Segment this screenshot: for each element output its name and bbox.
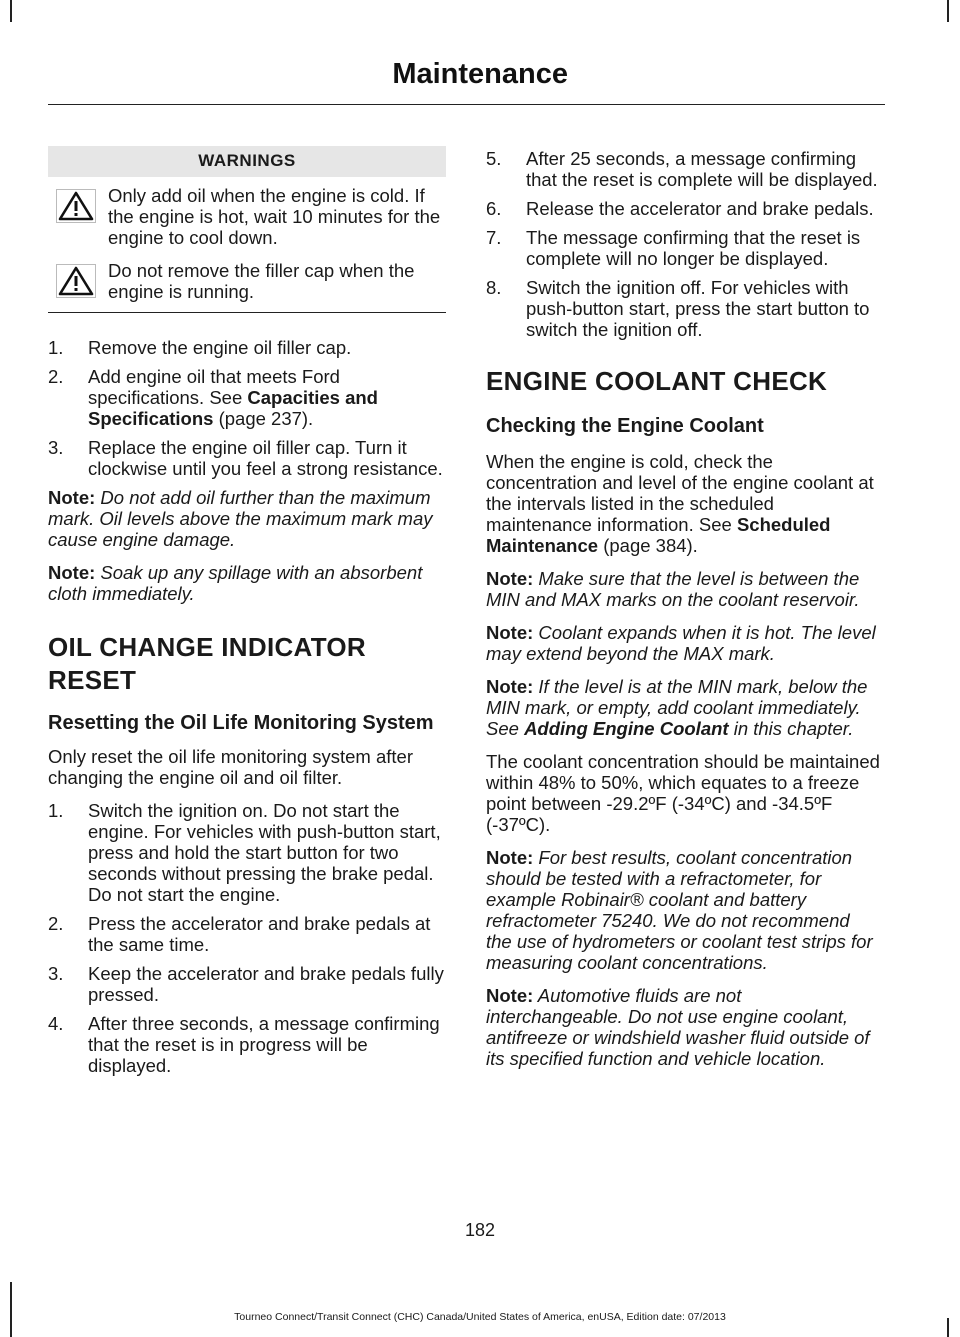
step-number: 6. <box>486 198 502 219</box>
step-text: Keep the accelerator and brake pedals fully pressed. <box>88 963 444 1005</box>
note-text: in this chapter. <box>728 718 854 739</box>
step-number: 1. <box>48 337 64 358</box>
list-item <box>486 198 880 219</box>
note <box>486 985 880 1069</box>
note-text: Do not add oil further than the maximum mark. Oil levels above the maximum mark may cause engine damage. <box>48 487 433 550</box>
list-item <box>48 437 446 479</box>
warning-triangle-icon <box>56 264 96 298</box>
section-title <box>48 632 446 696</box>
step-number: 1. <box>48 800 64 821</box>
note <box>48 487 446 550</box>
note <box>486 568 880 610</box>
note-label: Note: <box>486 985 534 1006</box>
step-number: 5. <box>486 148 502 169</box>
step-text: Remove the engine oil filler cap. <box>88 337 352 358</box>
section-title: ENGINE COOLANT CHECK <box>486 366 828 396</box>
list-item <box>48 1013 446 1076</box>
list-item <box>48 337 446 358</box>
list-item <box>48 800 446 905</box>
crop-mark-top-left <box>10 0 12 22</box>
note <box>486 676 880 739</box>
crop-mark-top-right <box>947 0 949 22</box>
step-text: Switch the ignition off. For vehicles with push-button start, press the start button to switch the ignition off. <box>526 277 870 340</box>
subsection-title: Resetting the Oil Life Monitoring System <box>48 712 434 734</box>
warnings-box <box>48 146 446 313</box>
warning-item <box>48 260 446 302</box>
note-text: Soak up any spillage with an absorbent cloth immediately. <box>48 562 423 604</box>
header-rule <box>48 104 885 105</box>
warning-triangle-icon <box>56 189 96 223</box>
intro-paragraph: Only reset the oil life monitoring system after changing the engine oil and oil filter. <box>48 746 414 788</box>
list-item <box>48 366 446 429</box>
note <box>486 622 880 664</box>
reset-steps <box>48 800 446 1076</box>
note-label: Note: <box>48 562 96 583</box>
step-text: Add engine oil that meets Ford specifications. See <box>88 366 340 408</box>
intro-paragraph <box>486 451 880 556</box>
warnings-rule <box>48 312 446 313</box>
page-reference: (page 384). <box>598 535 698 556</box>
note-label: Note: <box>486 847 534 868</box>
cross-reference-link[interactable]: Capacities and Specifications <box>88 387 378 429</box>
page-number: 182 <box>464 1220 496 1240</box>
note-label: Note: <box>486 568 534 589</box>
note-label: Note: <box>48 487 96 508</box>
cross-reference-link[interactable]: Scheduled Maintenance <box>486 514 831 556</box>
concentration-paragraph: The coolant concentration should be maintained within 48% to 50%, which equates to a freeze point between -29.2ºF (-34ºC) and -34.5ºF (-37ºC). <box>486 751 880 835</box>
cross-reference-link[interactable]: Adding Engine Coolant <box>524 718 729 739</box>
warning-text: Only add oil when the engine is cold. If the engine is hot, wait 10 minutes for the engine to cool down. <box>108 185 441 248</box>
step-number: 3. <box>48 437 64 458</box>
warnings-heading: WARNINGS <box>48 146 446 177</box>
step-number: 8. <box>486 277 502 298</box>
step-number: 7. <box>486 227 502 248</box>
warning-item <box>48 185 446 248</box>
note-label: Note: <box>486 622 534 643</box>
step-text: The message confirming that the reset is complete will no longer be displayed. <box>526 227 861 269</box>
crop-mark-bottom-left <box>10 1282 12 1337</box>
note-text: Automotive fluids are not interchangeable. Do not use engine coolant, antifreeze or windshield washer fluid outside of its specified function and vehicle location. <box>486 985 870 1069</box>
intro-text: When the engine is cold, check the concentration and level of the engine coolant at the intervals listed in the scheduled maintenance information. See <box>486 451 874 535</box>
step-text: Press the accelerator and brake pedals at the same time. <box>88 913 431 955</box>
note <box>48 562 446 604</box>
step-text: After three seconds, a message confirming that the reset is in progress will be displayed. <box>88 1013 440 1076</box>
list-item <box>48 913 446 955</box>
list-item <box>48 963 446 1005</box>
note-text: If the level is at the MIN mark, below the MIN mark, or empty, add coolant immediately. See <box>486 676 868 739</box>
left-column <box>48 146 446 1084</box>
list-item <box>486 277 880 340</box>
edition-footer: Tourneo Connect/Transit Connect (CHC) Canada/United States of America, enUSA, Edition date: 07/2013 <box>234 1311 726 1323</box>
reset-steps-continued <box>486 148 880 340</box>
step-number: 4. <box>48 1013 64 1034</box>
list-item <box>486 148 880 190</box>
section-title-line: RESET <box>48 665 137 695</box>
step-text: Switch the ignition on. Do not start the engine. For vehicles with push-button start, press and hold the start button for two seconds without pressing the brake pedal. Do not start the engine. <box>88 800 441 905</box>
warning-text: Do not remove the filler cap when the engine is running. <box>108 260 415 302</box>
step-number: 2. <box>48 366 64 387</box>
step-text: After 25 seconds, a message confirming that the reset is complete will be displayed. <box>526 148 878 190</box>
add-oil-steps <box>48 337 446 479</box>
page-header-title: Maintenance <box>392 58 568 90</box>
note <box>486 847 880 973</box>
note-label: Note: <box>486 676 534 697</box>
section-title-line: OIL CHANGE INDICATOR <box>48 632 367 662</box>
note-text: For best results, coolant concentration should be tested with a refractometer, for example Robinair® coolant and battery refractometer 75240. We do not recommend the use of hydrometers or coolant test strips for measuring coolant concentrations. <box>486 847 873 973</box>
step-number: 2. <box>48 913 64 934</box>
note-text: Coolant expands when it is hot. The level may extend beyond the MAX mark. <box>486 622 876 664</box>
note-text: Make sure that the level is between the MIN and MAX marks on the coolant reservoir. <box>486 568 860 610</box>
step-text: Replace the engine oil filler cap. Turn it clockwise until you feel a strong resistance. <box>88 437 443 479</box>
right-column <box>486 146 880 1081</box>
step-text: Release the accelerator and brake pedals. <box>526 198 874 219</box>
list-item <box>486 227 880 269</box>
subsection-title: Checking the Engine Coolant <box>486 415 764 437</box>
step-number: 3. <box>48 963 64 984</box>
page-reference: (page 237). <box>213 408 314 429</box>
